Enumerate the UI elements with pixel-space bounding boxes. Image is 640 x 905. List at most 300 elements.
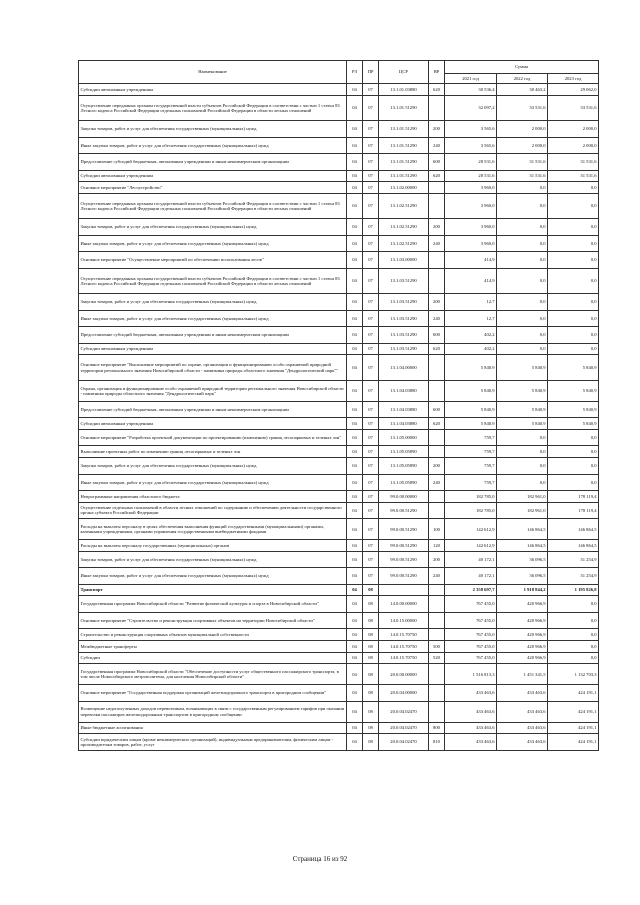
row-csr: 99.0.00.51290 xyxy=(379,551,429,568)
row-rz: 04 xyxy=(347,458,363,475)
row-2023: 0,0 xyxy=(548,268,599,294)
row-csr: 20.0.04.02470 xyxy=(379,722,429,734)
row-vr: 240 xyxy=(429,474,445,491)
row-rz: 04 xyxy=(347,446,363,458)
row-2021: 433 463,6 xyxy=(445,685,497,702)
table-row xyxy=(79,137,599,154)
row-2021: 767 455,0 xyxy=(445,629,497,641)
row-2023: 0,0 xyxy=(548,235,599,252)
row-name: Субсидии автономным учреждениям xyxy=(79,170,347,182)
row-rz: 04 xyxy=(347,502,363,519)
row-2023: 0,0 xyxy=(548,252,599,269)
table-row xyxy=(79,310,599,327)
row-2021: 182 785,0 xyxy=(445,502,497,519)
row-rz: 04 xyxy=(347,193,363,219)
row-name: Закупка товаров, работ и услуг для обеспечения государственных (муниципальных) нужд xyxy=(79,219,347,236)
row-2021: 414,9 xyxy=(445,268,497,294)
row-vr: 620 xyxy=(429,343,445,355)
row-2023: 29 062,0 xyxy=(548,84,599,96)
row-2022: 0,0 xyxy=(497,235,548,252)
table-row xyxy=(79,268,599,294)
table-row xyxy=(79,154,599,171)
row-name: Субсидии автономным учреждениям xyxy=(79,343,347,355)
row-2021: 28 531,6 xyxy=(445,170,497,182)
row-rz: 04 xyxy=(347,170,363,182)
row-2023: 424 191,1 xyxy=(548,701,599,722)
row-2023: 1 195 826,8 xyxy=(548,584,599,596)
table-row xyxy=(79,219,599,236)
row-2021: 767 455,0 xyxy=(445,612,497,629)
row-vr: 200 xyxy=(429,458,445,475)
row-vr xyxy=(429,95,445,121)
row-name: Расходы на выплаты персоналу государственных (муниципальных) органов xyxy=(79,540,347,552)
row-csr: 13.1.05.05890 xyxy=(379,474,429,491)
row-rz: 04 xyxy=(347,401,363,418)
row-2022: 0,0 xyxy=(497,219,548,236)
row-2023: 0,0 xyxy=(548,596,599,613)
table-row xyxy=(79,584,599,596)
row-csr: 99.0.00.51290 xyxy=(379,502,429,519)
row-name: Осуществление переданных органам государственной власти субъектов Российской Федерации в соответствии с частью 1 статьи 83 Лесного кодекса Российской Федерации отдельных полномочий Российской Федерации в области лесных отношений xyxy=(79,268,347,294)
row-vr xyxy=(429,629,445,641)
row-2023: 0,0 xyxy=(548,458,599,475)
row-pr: 08 xyxy=(363,734,379,751)
row-2023: 2 000,0 xyxy=(548,121,599,138)
row-2021: 12,7 xyxy=(445,310,497,327)
row-rz: 04 xyxy=(347,121,363,138)
row-pr: 08 xyxy=(363,640,379,652)
row-pr: 07 xyxy=(363,268,379,294)
row-vr: 200 xyxy=(429,294,445,311)
row-csr: 20.0.04.02470 xyxy=(379,734,429,751)
row-2021: 40 172,1 xyxy=(445,551,497,568)
row-name: Расходы на выплаты персоналу в целях обеспечения выполнения функций государственными (муниципальными) органами, казенными учреждениями, органами управления государственными внебюджетными фондами xyxy=(79,519,347,540)
row-vr xyxy=(429,502,445,519)
row-vr: 620 xyxy=(429,84,445,96)
row-2021: 759,7 xyxy=(445,429,497,446)
row-2023: 0,0 xyxy=(548,652,599,664)
row-csr: 13.1.03.51290 xyxy=(379,294,429,311)
row-vr: 240 xyxy=(429,235,445,252)
row-name: Закупка товаров, работ и услуг для обеспечения государственных (муниципальных) нужд xyxy=(79,551,347,568)
row-name: Осуществление отдельных полномочий в области лесных отношений по содержанию и обеспечению деятельности государственного органа субъекта Российской Федерации xyxy=(79,502,347,519)
row-name: Иные закупки товаров, работ и услуг для обеспечения государственных (муниципальных) нужд xyxy=(79,137,347,154)
row-pr: 08 xyxy=(363,722,379,734)
row-2022: 0,0 xyxy=(497,182,548,194)
row-pr: 07 xyxy=(363,458,379,475)
row-2022: 30 463,2 xyxy=(497,84,548,96)
row-vr xyxy=(429,685,445,702)
header-year-2023: 2023 год xyxy=(548,74,599,84)
row-pr: 07 xyxy=(363,418,379,430)
row-vr xyxy=(429,380,445,401)
row-pr: 07 xyxy=(363,84,379,96)
row-pr: 07 xyxy=(363,219,379,236)
row-vr: 810 xyxy=(429,734,445,751)
row-2022: 36 096,5 xyxy=(497,568,548,585)
row-csr: 13.1.04.03880 xyxy=(379,401,429,418)
row-pr: 07 xyxy=(363,502,379,519)
row-name: Непрограммные направления областного бюджета xyxy=(79,491,347,503)
row-csr: 14.0.15.70750 xyxy=(379,629,429,641)
budget-page xyxy=(78,60,598,751)
header-rz: РЗ xyxy=(347,61,363,84)
row-pr: 07 xyxy=(363,235,379,252)
row-rz: 04 xyxy=(347,629,363,641)
row-csr: 13.1.01.51290 xyxy=(379,154,429,171)
row-vr: 620 xyxy=(429,170,445,182)
row-2023: 0,0 xyxy=(548,219,599,236)
row-vr xyxy=(429,491,445,503)
row-name: Основное мероприятие "Лесоустройство" xyxy=(79,182,347,194)
row-pr: 07 xyxy=(363,568,379,585)
row-csr: 13.1.03.51290 xyxy=(379,268,429,294)
page-footer: Страница 16 из 92 xyxy=(292,855,348,863)
row-name: Основное мероприятие "Осуществление мероприятий по обеспечению использования лесов" xyxy=(79,252,347,269)
row-name: Субсидии xyxy=(79,652,347,664)
row-csr: 99.0.00.00000 xyxy=(379,491,429,503)
table-row xyxy=(79,380,599,401)
row-vr: 240 xyxy=(429,137,445,154)
row-2022: 31 531,6 xyxy=(497,154,548,171)
row-csr: 13.1.05.05890 xyxy=(379,446,429,458)
table-row xyxy=(79,446,599,458)
header-year-2021: 2021 год xyxy=(445,74,497,84)
row-rz: 04 xyxy=(347,540,363,552)
table-row xyxy=(79,722,599,734)
table-row xyxy=(79,235,599,252)
row-rz: 04 xyxy=(347,596,363,613)
table-row xyxy=(79,401,599,418)
row-2022: 0,0 xyxy=(497,268,548,294)
row-2023: 0,0 xyxy=(548,294,599,311)
row-name: Основное мероприятие "Выполнение мероприятий по охране, организации и функционированию особо охраняемой природной территории регионального значения Новосибирской области - памятника природы областного значения "Дендрологический парк"" xyxy=(79,355,347,381)
row-csr: 13.1.05.05890 xyxy=(379,458,429,475)
row-pr: 07 xyxy=(363,327,379,344)
row-name: Субсидии юридическим лицам (кроме некоммерческих организаций), индивидуальным предпринимателям, физическим лицам - производителям товаров, работ, услуг xyxy=(79,734,347,751)
row-2023: 0,0 xyxy=(548,629,599,641)
row-2022: 420 966,9 xyxy=(497,612,548,629)
row-2023: 5 840,9 xyxy=(548,380,599,401)
row-pr: 08 xyxy=(363,652,379,664)
row-2021: 5 840,9 xyxy=(445,401,497,418)
row-rz: 04 xyxy=(347,235,363,252)
table-row xyxy=(79,652,599,664)
row-2021: 5 840,9 xyxy=(445,418,497,430)
row-2021: 414,9 xyxy=(445,252,497,269)
header-year-2022: 2022 год xyxy=(497,74,548,84)
row-2022: 36 096,5 xyxy=(497,551,548,568)
row-2021: 3 960,0 xyxy=(445,219,497,236)
row-pr: 07 xyxy=(363,193,379,219)
table-row xyxy=(79,502,599,519)
row-2023: 5 840,9 xyxy=(548,418,599,430)
row-name: Субсидии автономным учреждениям xyxy=(79,84,347,96)
row-2023: 146 864,5 xyxy=(548,540,599,552)
table-row xyxy=(79,95,599,121)
row-2021: 2 358 697,7 xyxy=(445,584,497,596)
row-name: Иные закупки товаров, работ и услуг для обеспечения государственных (муниципальных) нужд xyxy=(79,568,347,585)
row-csr: 13.1.02.51290 xyxy=(379,219,429,236)
row-2023: 0,0 xyxy=(548,327,599,344)
row-name: Иные закупки товаров, работ и услуг для обеспечения государственных (муниципальных) нужд xyxy=(79,474,347,491)
row-rz: 04 xyxy=(347,568,363,585)
row-name: Иные бюджетные ассигнования xyxy=(79,722,347,734)
row-2021: 182 785,0 xyxy=(445,491,497,503)
row-vr xyxy=(429,182,445,194)
row-2023: 0,0 xyxy=(548,640,599,652)
row-2022: 0,0 xyxy=(497,252,548,269)
row-csr: 99.0.00.51290 xyxy=(379,540,429,552)
row-pr: 07 xyxy=(363,380,379,401)
row-vr: 240 xyxy=(429,568,445,585)
row-2021: 767 455,0 xyxy=(445,652,497,664)
row-rz: 04 xyxy=(347,734,363,751)
row-2022: 5 840,9 xyxy=(497,380,548,401)
row-2021: 40 172,1 xyxy=(445,568,497,585)
row-2023: 0,0 xyxy=(548,310,599,327)
table-row xyxy=(79,327,599,344)
row-vr: 200 xyxy=(429,551,445,568)
row-2023: 0,0 xyxy=(548,612,599,629)
row-2021: 28 531,6 xyxy=(445,154,497,171)
row-name: Субсидии автономным учреждениям xyxy=(79,418,347,430)
row-vr xyxy=(429,193,445,219)
row-csr: 20.0.04.00000 xyxy=(379,685,429,702)
row-2023: 5 840,9 xyxy=(548,401,599,418)
row-2023: 0,0 xyxy=(548,343,599,355)
row-2021: 433 463,6 xyxy=(445,722,497,734)
row-csr: 13.1.01.03880 xyxy=(379,84,429,96)
row-2021: 142 612,9 xyxy=(445,519,497,540)
row-rz: 04 xyxy=(347,355,363,381)
row-2023: 5 840,9 xyxy=(548,355,599,381)
row-2021: 5 840,9 xyxy=(445,380,497,401)
row-pr: 08 xyxy=(363,596,379,613)
row-2022: 0,0 xyxy=(497,458,548,475)
row-2022: 0,0 xyxy=(497,429,548,446)
table-row xyxy=(79,429,599,446)
header-vr: ВР xyxy=(429,61,445,84)
row-2022: 0,0 xyxy=(497,327,548,344)
row-2022: 420 966,9 xyxy=(497,652,548,664)
row-2022: 2 000,0 xyxy=(497,121,548,138)
row-pr: 07 xyxy=(363,294,379,311)
row-vr: 240 xyxy=(429,310,445,327)
row-csr xyxy=(379,584,429,596)
row-2023: 424 191,1 xyxy=(548,685,599,702)
row-2023: 178 119,4 xyxy=(548,491,599,503)
row-2021: 433 463,6 xyxy=(445,701,497,722)
row-rz: 04 xyxy=(347,664,363,685)
table-row xyxy=(79,193,599,219)
row-csr: 14.0.15.70750 xyxy=(379,652,429,664)
row-name: Государственная программа Новосибирской области "Обеспечение доступности услуг общественного пассажирского транспорта, в том числе Новосибирского метрополитена, для населения Новосибирской области" xyxy=(79,664,347,685)
row-vr: 520 xyxy=(429,652,445,664)
row-2022: 146 864,5 xyxy=(497,519,548,540)
row-vr: 200 xyxy=(429,219,445,236)
row-csr: 13.1.03.51290 xyxy=(379,343,429,355)
row-name: Закупка товаров, работ и услуг для обеспечения государственных (муниципальных) нужд xyxy=(79,458,347,475)
row-name: Государственная программа Новосибирской области "Развитие физической культуры и спорта в Новосибирской области" xyxy=(79,596,347,613)
row-csr: 13.1.01.51290 xyxy=(379,170,429,182)
row-rz: 04 xyxy=(347,343,363,355)
row-vr xyxy=(429,596,445,613)
row-rz: 04 xyxy=(347,219,363,236)
row-2022: 5 840,9 xyxy=(497,355,548,381)
row-vr xyxy=(429,584,445,596)
row-2023: 146 864,5 xyxy=(548,519,599,540)
row-2022: 2 000,0 xyxy=(497,137,548,154)
row-name: Осуществление переданных органам государственной власти субъектов Российской Федерации в соответствии с частью 1 статьи 83 Лесного кодекса Российской Федерации отдельных полномочий Российской Федерации в области лесных отношений xyxy=(79,95,347,121)
row-2022: 1 918 844,2 xyxy=(497,584,548,596)
header-sum: Сумма xyxy=(445,61,599,74)
row-2021: 433 463,6 xyxy=(445,734,497,751)
row-name: Основное мероприятие "Разработка проектной документации по проектированию (изменению) границ лесопарковых и зеленых зон" xyxy=(79,429,347,446)
row-2022: 0,0 xyxy=(497,446,548,458)
row-csr: 13.1.01.51290 xyxy=(379,121,429,138)
row-rz: 04 xyxy=(347,252,363,269)
table-row xyxy=(79,355,599,381)
row-vr: 100 xyxy=(429,519,445,540)
header-pr: ПР xyxy=(363,61,379,84)
row-vr xyxy=(429,612,445,629)
row-2023: 31 531,6 xyxy=(548,170,599,182)
row-2021: 1 516 813,3 xyxy=(445,664,497,685)
row-csr: 99.0.00.51290 xyxy=(379,568,429,585)
row-rz: 04 xyxy=(347,154,363,171)
row-rz: 04 xyxy=(347,491,363,503)
row-csr: 20.0.04.02470 xyxy=(379,701,429,722)
row-rz: 04 xyxy=(347,652,363,664)
row-pr: 07 xyxy=(363,343,379,355)
row-2022: 433 463,6 xyxy=(497,685,548,702)
row-2021: 767 455,0 xyxy=(445,596,497,613)
table-row xyxy=(79,734,599,751)
table-row xyxy=(79,418,599,430)
row-rz: 04 xyxy=(347,722,363,734)
table-row xyxy=(79,685,599,702)
row-2022: 0,0 xyxy=(497,193,548,219)
row-2022: 182 961,0 xyxy=(497,491,548,503)
row-2021: 759,7 xyxy=(445,458,497,475)
row-name: Межбюджетные трансферты xyxy=(79,640,347,652)
row-vr: 600 xyxy=(429,154,445,171)
table-row xyxy=(79,612,599,629)
row-vr: 500 xyxy=(429,640,445,652)
row-2022: 5 840,9 xyxy=(497,418,548,430)
row-pr: 07 xyxy=(363,310,379,327)
row-2022: 146 864,5 xyxy=(497,540,548,552)
row-name: Строительство и реконструкция спортивных объектов муниципальной собственности xyxy=(79,629,347,641)
row-2021: 3 565,6 xyxy=(445,121,497,138)
row-rz: 04 xyxy=(347,310,363,327)
row-vr: 120 xyxy=(429,540,445,552)
row-rz: 04 xyxy=(347,327,363,344)
row-vr: 620 xyxy=(429,418,445,430)
row-pr: 08 xyxy=(363,584,379,596)
row-pr: 07 xyxy=(363,95,379,121)
row-vr xyxy=(429,252,445,269)
row-rz: 04 xyxy=(347,519,363,540)
table-row xyxy=(79,343,599,355)
table-row xyxy=(79,568,599,585)
row-2022: 433 463,6 xyxy=(497,701,548,722)
row-2021: 402,2 xyxy=(445,343,497,355)
row-csr: 13.1.05.00000 xyxy=(379,429,429,446)
row-rz: 04 xyxy=(347,685,363,702)
table-row xyxy=(79,540,599,552)
row-pr: 08 xyxy=(363,664,379,685)
row-name: Возмещение недополученных доходов перевозчикам, возникающих в связи с государственным регулированием тарифов при оказании перевозки пассажиров железнодорожным транспортом в пригородном сообщении xyxy=(79,701,347,722)
row-pr: 07 xyxy=(363,170,379,182)
row-csr: 13.1.03.00000 xyxy=(379,252,429,269)
row-2022: 0,0 xyxy=(497,474,548,491)
table-row xyxy=(79,252,599,269)
table-body xyxy=(79,84,599,751)
row-name: Осуществление переданных органам государственной власти субъектов Российской Федерации в соответствии с частью 1 статьи 83 Лесного кодекса Российской Федерации отдельных полномочий Российской Федерации в области лесных отношений xyxy=(79,193,347,219)
table-row xyxy=(79,664,599,685)
row-csr: 13.1.02.00000 xyxy=(379,182,429,194)
row-pr: 07 xyxy=(363,491,379,503)
table-row xyxy=(79,170,599,182)
row-vr xyxy=(429,701,445,722)
row-2023: 0,0 xyxy=(548,182,599,194)
row-pr: 08 xyxy=(363,701,379,722)
row-2021: 3 960,0 xyxy=(445,182,497,194)
row-rz: 04 xyxy=(347,268,363,294)
row-2022: 5 840,9 xyxy=(497,401,548,418)
row-2022: 0,0 xyxy=(497,310,548,327)
row-2023: 0,0 xyxy=(548,446,599,458)
row-name: Закупка товаров, работ и услуг для обеспечения государственных (муниципальных) нужд xyxy=(79,121,347,138)
row-pr: 08 xyxy=(363,612,379,629)
row-name: Основное мероприятие "Государственная поддержка организаций железнодорожного транспорта в пригородном сообщении" xyxy=(79,685,347,702)
table-row xyxy=(79,629,599,641)
row-2022: 433 463,6 xyxy=(497,734,548,751)
table-row xyxy=(79,121,599,138)
row-rz: 04 xyxy=(347,137,363,154)
table-row xyxy=(79,84,599,96)
row-pr: 07 xyxy=(363,137,379,154)
row-2023: 2 000,0 xyxy=(548,137,599,154)
row-pr: 07 xyxy=(363,551,379,568)
row-pr: 07 xyxy=(363,519,379,540)
row-2022: 420 966,9 xyxy=(497,640,548,652)
row-csr: 14.0.15.00000 xyxy=(379,612,429,629)
row-rz: 04 xyxy=(347,429,363,446)
row-vr: 800 xyxy=(429,722,445,734)
row-2023: 0,0 xyxy=(548,429,599,446)
row-vr xyxy=(429,664,445,685)
row-csr: 99.0.00.51290 xyxy=(379,519,429,540)
row-2021: 3 960,0 xyxy=(445,193,497,219)
row-pr: 07 xyxy=(363,355,379,381)
row-csr: 13.1.04.03880 xyxy=(379,418,429,430)
row-pr: 07 xyxy=(363,401,379,418)
row-pr: 07 xyxy=(363,182,379,194)
row-pr: 07 xyxy=(363,429,379,446)
row-2021: 3 565,6 xyxy=(445,137,497,154)
row-csr: 13.1.02.51290 xyxy=(379,235,429,252)
row-vr xyxy=(429,268,445,294)
row-rz: 04 xyxy=(347,380,363,401)
budget-table xyxy=(78,60,599,751)
row-name: Предоставление субсидий бюджетным, автономным учреждениям и иным некоммерческим организациям xyxy=(79,327,347,344)
row-name: Охрана, организация и функционирование особо охраняемой природной территории регионального значения Новосибирской области - памятника природы областного значения "Дендрологический парк" xyxy=(79,380,347,401)
row-vr: 200 xyxy=(429,121,445,138)
table-row xyxy=(79,474,599,491)
